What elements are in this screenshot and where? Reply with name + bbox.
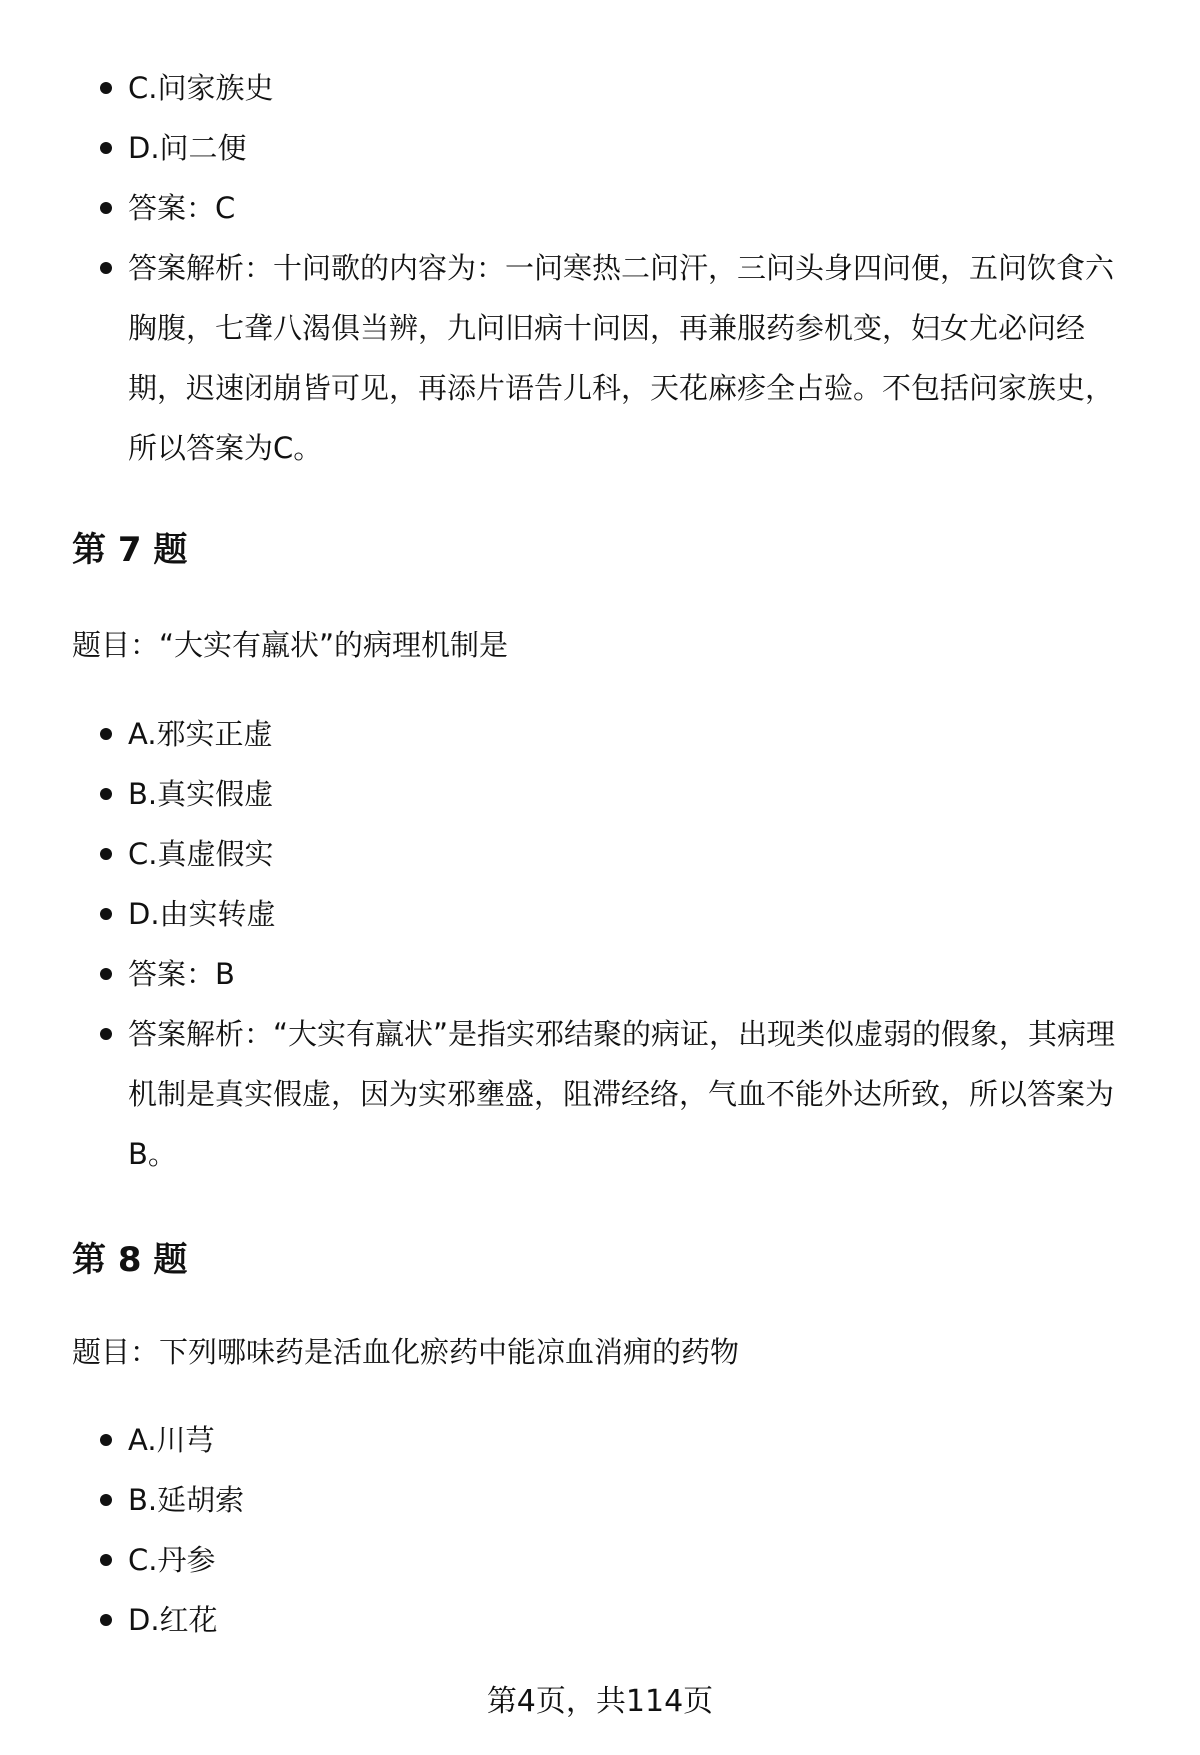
option-a	[72, 1410, 1142, 1470]
answer	[72, 178, 1142, 238]
option-text: B.真实假虚	[128, 777, 274, 811]
q6-list	[72, 58, 1142, 478]
option-d	[72, 884, 1142, 944]
bullet-icon	[100, 848, 112, 860]
option-d	[72, 118, 1142, 178]
bullet-icon	[100, 788, 112, 800]
bullet-icon	[100, 728, 112, 740]
option-text: D.问二便	[128, 131, 247, 165]
bullet-icon	[100, 908, 112, 920]
question-heading: 第 8 题	[72, 1240, 188, 1280]
option-text: C.丹参	[128, 1543, 216, 1577]
bullet-icon	[100, 1554, 112, 1566]
q7-list	[72, 704, 1142, 1184]
question-heading: 第 7 题	[72, 530, 188, 570]
option-text: D.由实转虚	[128, 897, 276, 931]
bullet-icon	[100, 1614, 112, 1626]
question-text: 题目：“大实有羸状”的病理机制是	[72, 628, 509, 662]
option-text: A.川芎	[128, 1423, 215, 1457]
option-text: B.延胡索	[128, 1483, 245, 1517]
option-b	[72, 1470, 1142, 1530]
bullet-icon	[100, 968, 112, 980]
bullet-icon	[100, 1028, 112, 1040]
option-c	[72, 1530, 1142, 1590]
explanation-text: 答案解析：“大实有羸状”是指实邪结聚的病证，出现类似虚弱的假象，其病理机制是真实假虚，因为实邪壅盛，阻滞经络，气血不能外达所致，所以答案为B。	[128, 1017, 1116, 1171]
option-c	[72, 824, 1142, 884]
option-text: D.红花	[128, 1603, 218, 1637]
answer	[72, 944, 1142, 1004]
bullet-icon	[100, 82, 112, 94]
bullet-icon	[100, 262, 112, 274]
answer-explanation	[72, 1004, 1142, 1184]
option-c	[72, 58, 1142, 118]
option-b	[72, 764, 1142, 824]
answer-explanation	[72, 238, 1142, 478]
question-text: 题目：下列哪味药是活血化瘀药中能凉血消痈的药物	[72, 1335, 740, 1369]
option-text: C.真虚假实	[128, 837, 274, 871]
option-text: A.邪实正虚	[128, 717, 273, 751]
q8-list	[72, 1410, 1142, 1650]
bullet-icon	[100, 142, 112, 154]
bullet-icon	[100, 202, 112, 214]
answer-text: 答案：C	[128, 191, 236, 225]
bullet-icon	[100, 1434, 112, 1446]
answer-text: 答案：B	[128, 957, 235, 991]
option-d	[72, 1590, 1142, 1650]
option-a	[72, 704, 1142, 764]
bullet-icon	[100, 1494, 112, 1506]
explanation-text: 答案解析：十问歌的内容为：一问寒热二问汗，三问头身四问便，五问饮食六胸腹，七聋八渴俱当辨，九问旧病十问因，再兼服药参机变，妇女尤必问经期，迟速闭崩皆可见，再添片语告儿科，天花麻疹全占验。不包括问家族史，所以答案为C。	[128, 251, 1115, 465]
page-number: 第4页，共114页	[486, 1684, 714, 1719]
option-text: C.问家族史	[128, 71, 274, 105]
